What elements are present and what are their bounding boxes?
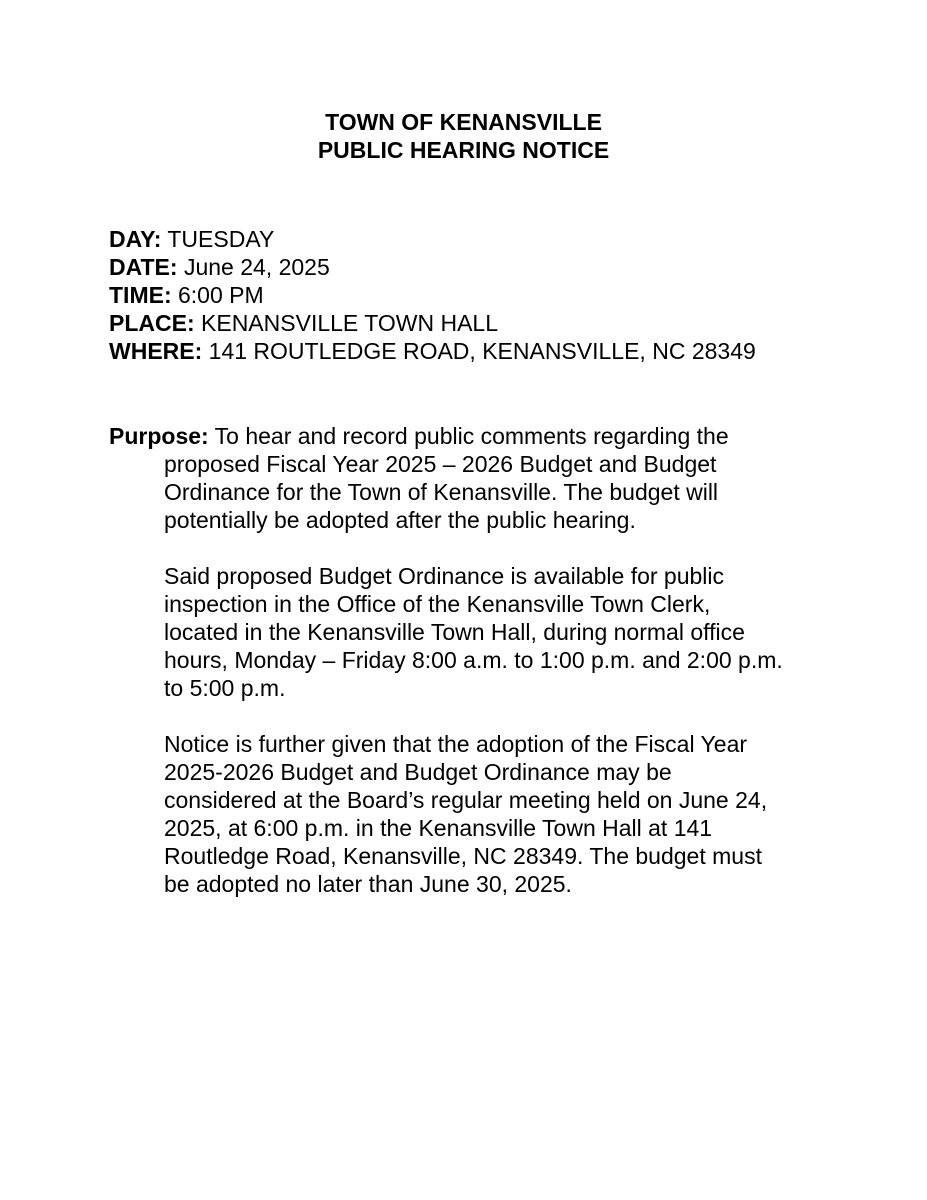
purpose-text-line: potentially be adopted after the public hearing. — [164, 507, 636, 533]
availability-text-line: hours, Monday – Friday 8:00 a.m. to 1:00 p.m. and 2:00 p.m. — [164, 647, 783, 673]
paragraph-spacer — [109, 702, 829, 730]
adoption-text-line: be adopted no later than June 30, 2025. — [164, 871, 572, 897]
purpose-first-line — [109, 422, 829, 450]
adoption-text-line: 2025-2026 Budget and Budget Ordinance may be — [164, 759, 672, 785]
availability-text-line: to 5:00 p.m. — [164, 675, 286, 701]
purpose-text-line: To hear and record public comments regarding the — [208, 423, 729, 449]
hearing-details — [109, 225, 756, 365]
detail-time-label: TIME: — [109, 282, 172, 308]
purpose-text-line: proposed Fiscal Year 2025 – 2026 Budget and Budget — [164, 451, 717, 477]
detail-where-value: 141 ROUTLEDGE ROAD, KENANSVILLE, NC 28349 — [202, 338, 756, 364]
purpose-text-line: Ordinance for the Town of Kenansville. The budget will — [164, 479, 719, 505]
detail-time-value: 6:00 PM — [171, 282, 264, 308]
detail-place-label: PLACE: — [109, 310, 195, 336]
title-town-name: TOWN OF KENANSVILLE — [325, 109, 602, 135]
detail-place — [109, 309, 756, 337]
detail-day — [109, 225, 756, 253]
detail-date-value: June 24, 2025 — [177, 254, 330, 280]
adoption-text-line: Routledge Road, Kenansville, NC 28349. The budget must — [164, 843, 762, 869]
detail-day-value: TUESDAY — [161, 226, 275, 252]
availability-text-line: inspection in the Office of the Kenansville Town Clerk, — [164, 591, 711, 617]
availability-text-line: located in the Kenansville Town Hall, during normal office — [164, 619, 745, 645]
detail-where-label: WHERE: — [109, 338, 203, 364]
availability-text-line: Said proposed Budget Ordinance is available for public — [164, 563, 725, 589]
title-notice-type: PUBLIC HEARING NOTICE — [317, 137, 610, 163]
detail-place-value: KENANSVILLE TOWN HALL — [194, 310, 498, 336]
notice-title — [0, 108, 927, 164]
detail-where — [109, 337, 756, 365]
detail-time — [109, 281, 756, 309]
purpose-section — [109, 422, 829, 898]
adoption-text-line: Notice is further given that the adoption of the Fiscal Year — [164, 731, 748, 757]
purpose-label: Purpose: — [109, 423, 209, 449]
detail-day-label: DAY: — [109, 226, 162, 252]
detail-date-label: DATE: — [109, 254, 178, 280]
adoption-text-line: 2025, at 6:00 p.m. in the Kenansville Town Hall at 141 — [164, 815, 713, 841]
detail-date — [109, 253, 756, 281]
paragraph-spacer — [109, 534, 829, 562]
adoption-text-line: considered at the Board’s regular meeting held on June 24, — [164, 787, 768, 813]
